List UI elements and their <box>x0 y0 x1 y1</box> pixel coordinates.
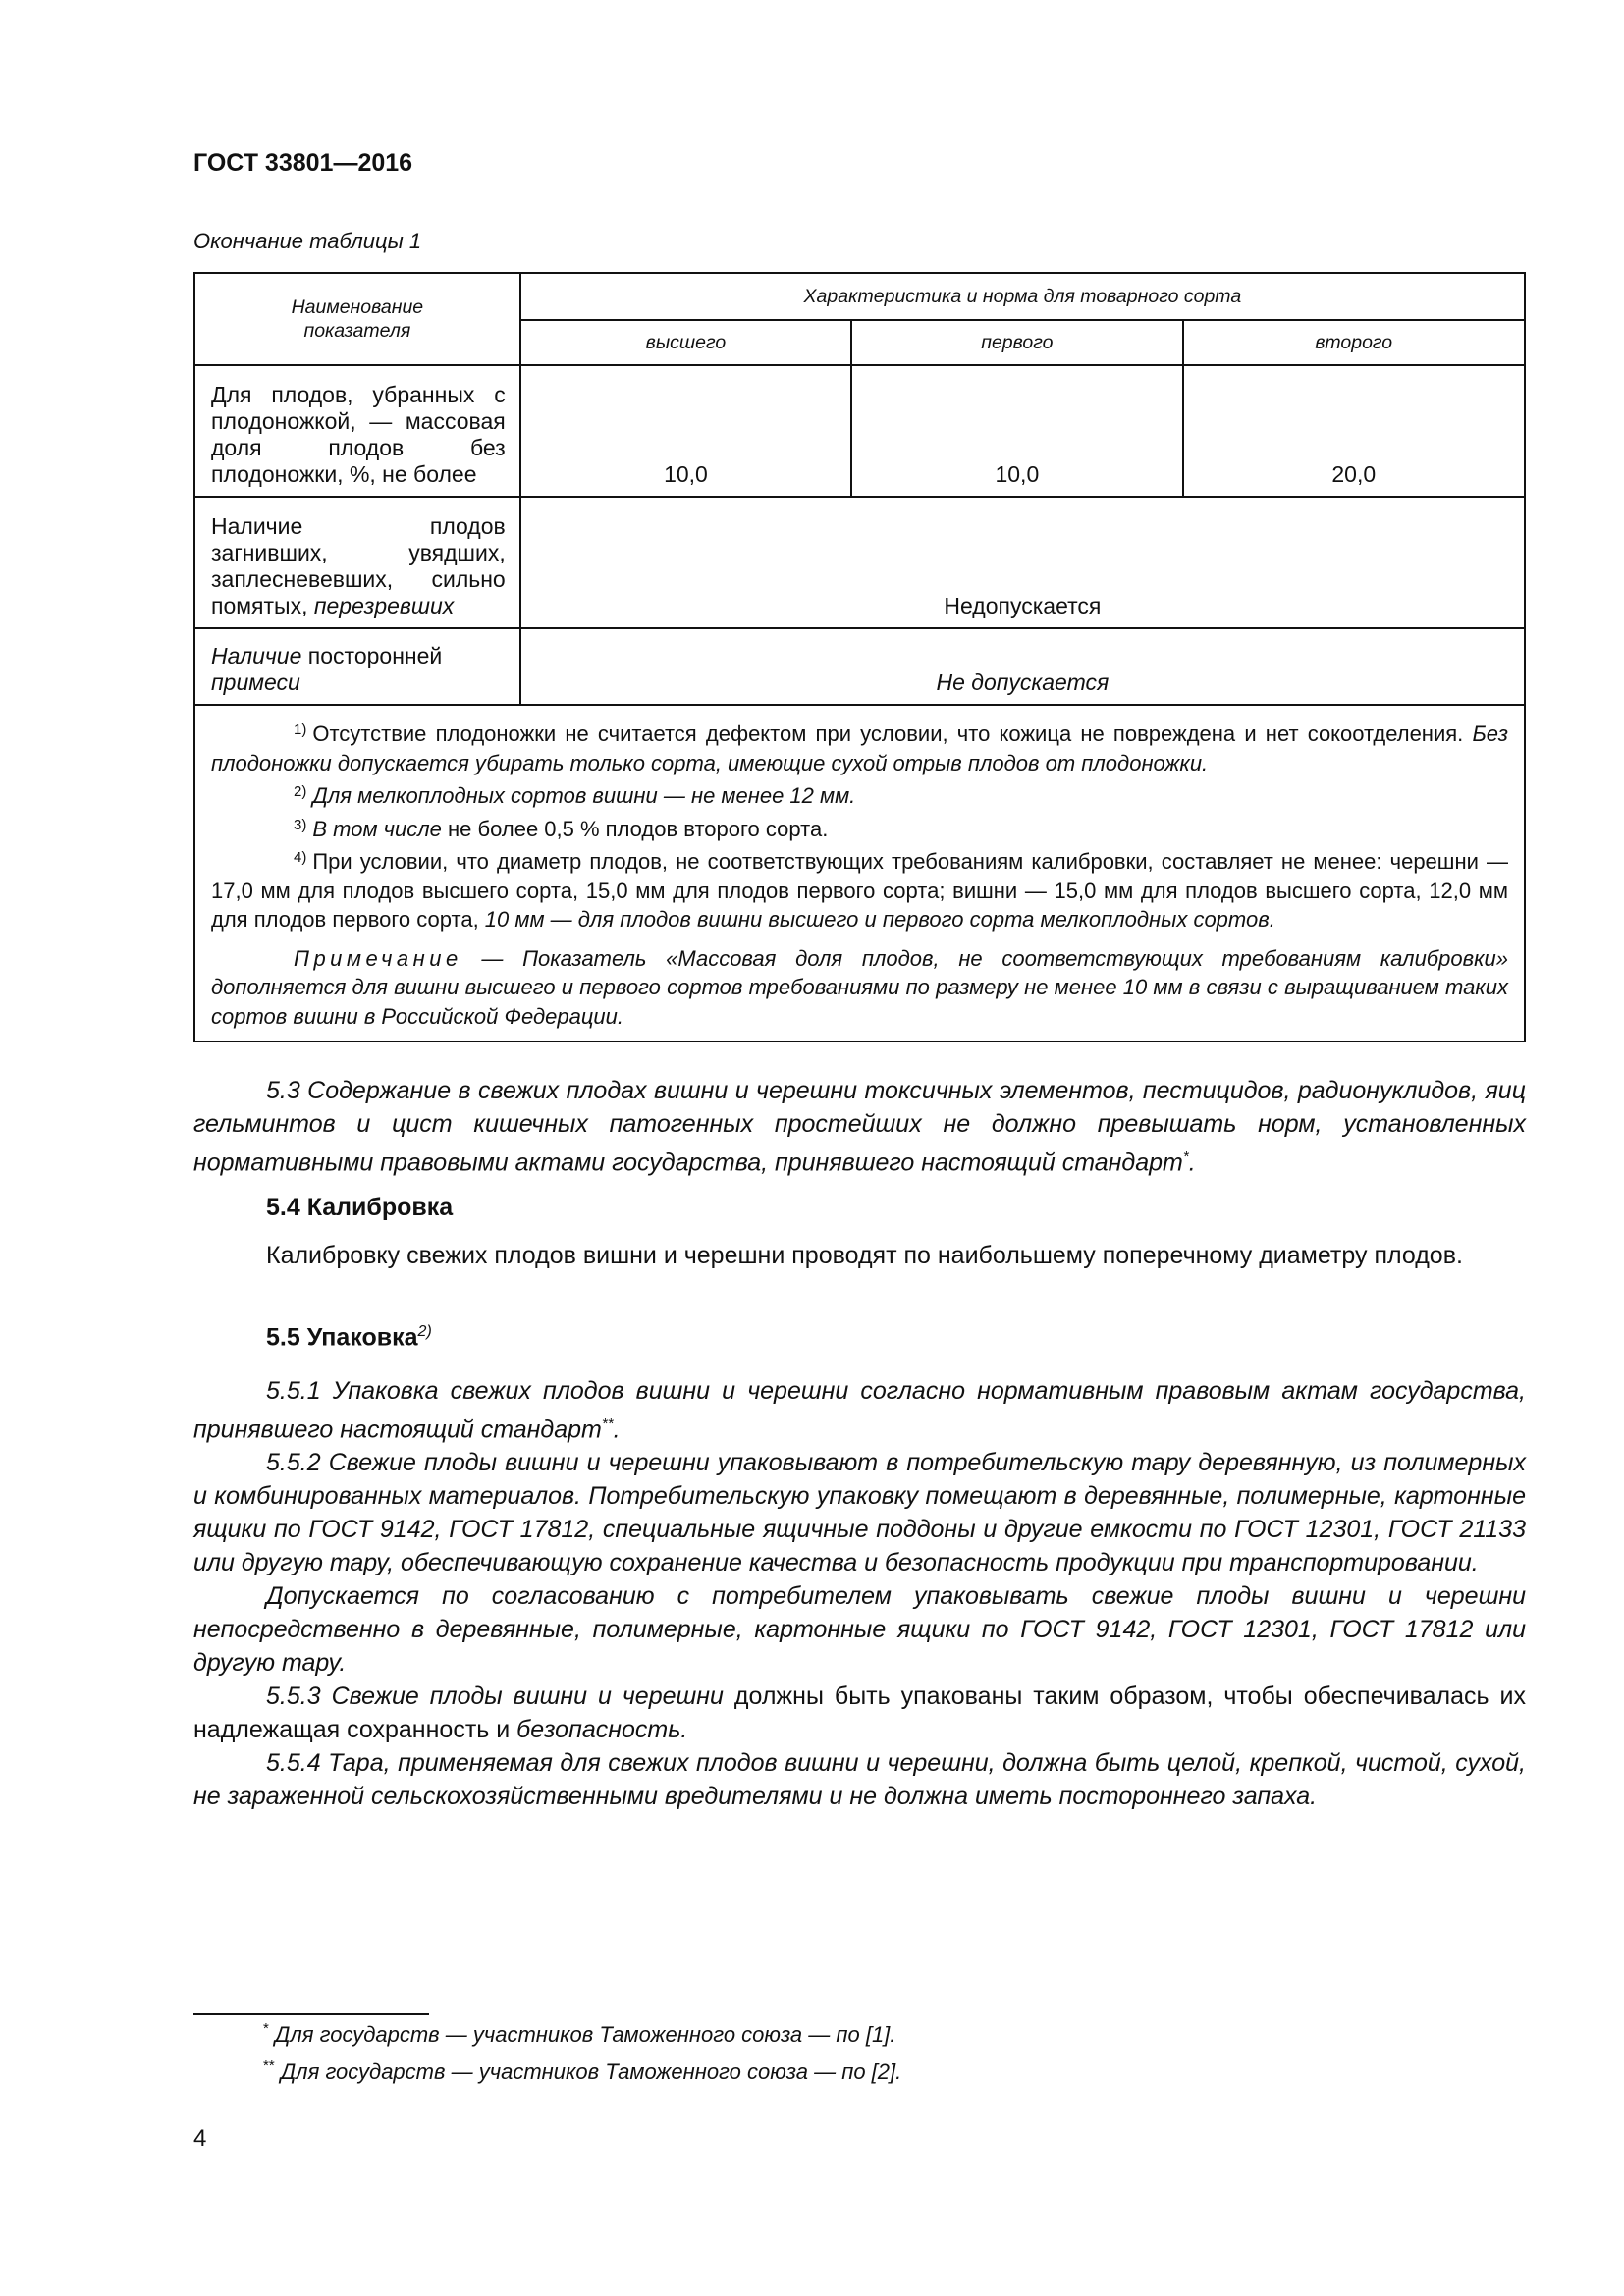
footnote-4: $^{4)}$ При условии, что диаметр плодов, не соответствующих требованиям калибровки, составляет не менее: черешни — 17,0 мм для плодов высшего сорта, 15,0 мм для плодов первого сорта; вишни — 15,0 мм для плодов высшего сорта, 12,0 мм для плодов первого сорта, 10 мм — для плодов вишни высшего и первого сорта мелкоплодных сортов. <box>211 849 1508 932</box>
page-number: 4 <box>193 2125 207 2152</box>
table-row <box>194 628 1525 705</box>
row-name: Для плодов, убранных с плодоножкой, — массовая доля плодов без плодоножки, %, не более <box>194 365 520 497</box>
grade-header-highest: высшего <box>520 320 851 365</box>
column-group-header: Характеристика и норма для товарного сорта <box>520 273 1525 320</box>
cell-value-merged: Не допускается <box>520 628 1525 705</box>
footnote-2: $^{2)}$ Для мелкоплодных сортов вишни — не менее 12 мм. <box>294 783 856 808</box>
paragraph-5-5-3: 5.5.3 Свежие плоды вишни и черешни должны быть упакованы таким образом, чтобы обеспечивалась их надлежащая сохранность и безопасность. <box>193 1682 1527 1744</box>
section-5-5-body <box>193 1374 1526 1813</box>
table-1 <box>193 272 1526 1042</box>
footnote-3: $^{3)}$ В том числе не более 0,5 % плодов второго сорта. <box>294 816 829 841</box>
footnote-divider <box>193 2013 429 2015</box>
cell-value: 20,0 <box>1183 365 1525 497</box>
paragraph-5-5-4: 5.5.4 Тара, применяемая для свежих плодов вишни и черешни, должна быть целой, крепкой, чистой, сухой, не зараженной сельскохозяйственными вредителями и не должна иметь постороннего запаха. <box>193 1749 1526 1811</box>
cell-value: 10,0 <box>851 365 1182 497</box>
page-footnote: * Для государств — участников Таможенного союза — по [1]. <box>263 2020 896 2047</box>
paragraph-5-3: 5.3 Содержание в свежих плодах вишни и черешни токсичных элементов, пестицидов, радионуклидов, яиц гельминтов и цист кишечных патогенных простейших не должно превышать норм, установленных нормативными правовыми актами государства, принявшего настоящий стандарт*. <box>193 1077 1526 1177</box>
document-code: ГОСТ 33801—2016 <box>193 149 413 177</box>
grade-header-first: первого <box>851 320 1182 365</box>
cell-value: 10,0 <box>520 365 851 497</box>
heading-5-4: 5.4 Калибровка <box>266 1194 454 1221</box>
table-caption: Окончание таблицы 1 <box>193 229 422 253</box>
grade-header-second: второго <box>1183 320 1525 365</box>
paragraph-5-4: Калибровку свежих плодов вишни и черешни проводят по наибольшему поперечному диаметру плодов. <box>266 1242 1463 1269</box>
heading-5-5: 5.5 Упаковка$^{2)}$ <box>266 1323 432 1352</box>
table-note: Примечание — Показатель «Массовая доля плодов, не соответствующих требованиям калибровки» дополняется для вишни высшего и первого сортов требованиями по размеру не менее 10 мм в связи с выращиванием таких сортов вишни в Российской Федерации. <box>211 945 1508 1029</box>
row-name: Наличие посторонней примеси <box>194 628 520 705</box>
table-footnotes <box>194 705 1525 1041</box>
paragraph-5-5-2: 5.5.2 Свежие плоды вишни и черешни упаковывают в потребительскую тару деревянную, из полимерных и комбинированных материалов. Потребительскую упаковку помещают в деревянные, полимерные, картонные ящики по ГОСТ 9142, ГОСТ 17812, специальные ящичные поддоны и другие емкости по ГОСТ 12301, ГОСТ 21133 или другую тару, обеспечивающую сохранение качества и безопасность продукции при транспортировании. <box>193 1449 1526 1577</box>
table-row <box>194 365 1525 497</box>
paragraph-5-5-2b: Допускается по согласованию с потребителем упаковывать свежие плоды вишни и черешни непосредственно в деревянные, полимерные, картонные ящики по ГОСТ 9142, ГОСТ 12301, ГОСТ 17812 или другую тару. <box>193 1582 1526 1678</box>
column-header-indicator: Наименование показателя <box>194 273 520 365</box>
cell-value-merged: Недопускается <box>520 497 1525 628</box>
row-name: Наличие плодов загнивших, увядших, заплесневевших, сильно помятых, перезревших <box>194 497 520 628</box>
table-row <box>194 497 1525 628</box>
footnote-1: $^{1)}$ Отсутствие плодоножки не считается дефектом при условии, что кожица не повреждена и нет сокоотделения. Без плодоножки допускается убирать только сорта, имеющие сухой отрыв плодов от плодоножки. <box>211 721 1508 775</box>
paragraph-5-5-1: 5.5.1 Упаковка свежих плодов вишни и черешни согласно нормативным правовым актам государства, принявшего настоящий стандарт**. <box>193 1377 1526 1444</box>
page-footnote: ** Для государств — участников Таможенного союза — по [2]. <box>263 2057 902 2084</box>
